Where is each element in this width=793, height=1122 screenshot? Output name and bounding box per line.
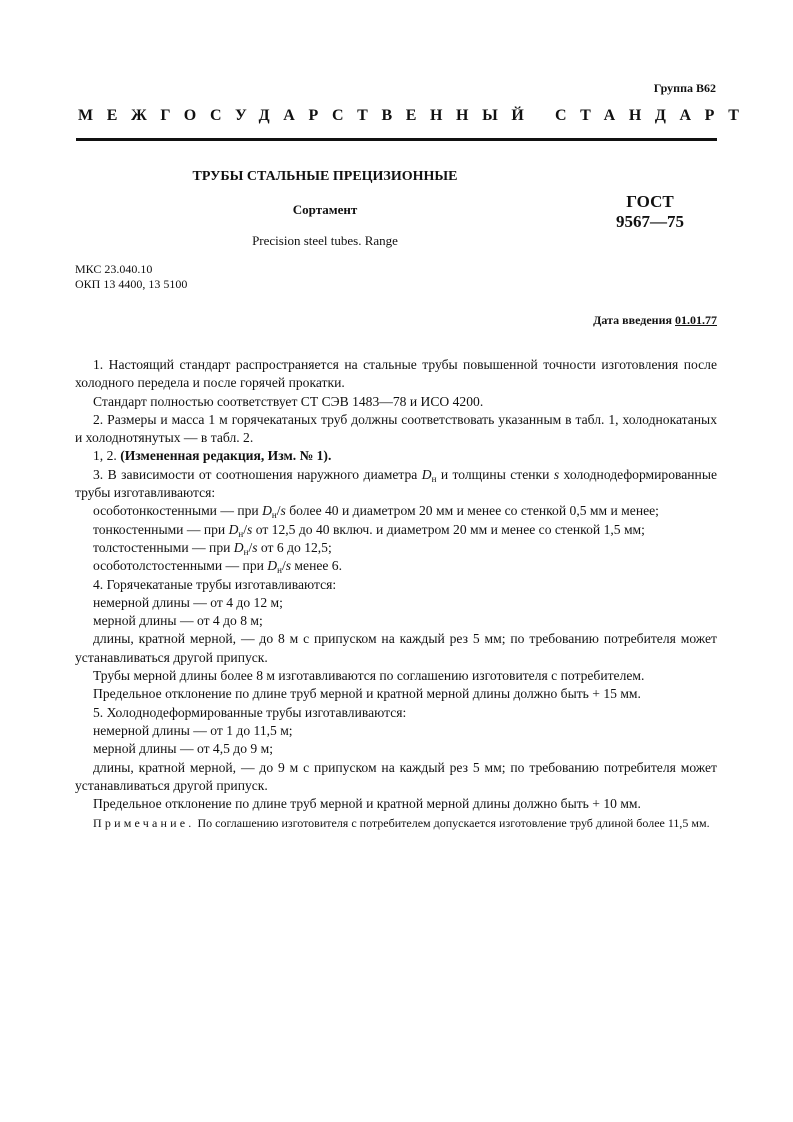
- p6-text-a: особотонкостенными — при: [93, 503, 263, 519]
- group-code: Группа В62: [653, 81, 716, 95]
- p7-text-a: тонкостенными — при: [93, 521, 229, 537]
- symbol-n: н: [271, 510, 277, 521]
- paragraph-10: 4. Горячекатаные трубы изготавливаются:: [93, 576, 337, 592]
- p8-text-a: толстостенными — при: [93, 539, 234, 555]
- p5-text-c: холоднодеформированные трубы изготавливаются:: [75, 466, 717, 501]
- symbol-d: D: [228, 521, 239, 537]
- paragraph-6: [75, 502, 717, 520]
- english-title: Precision steel tubes. Range: [252, 233, 398, 248]
- date-label: Дата введения: [593, 313, 672, 327]
- symbol-s: s: [252, 539, 258, 555]
- p9-text-a: особотолстостенными — при: [93, 558, 268, 574]
- gost-label: ГОСТ: [626, 192, 674, 211]
- note: [75, 815, 717, 832]
- paragraph-19: длины, кратной мерной, — до 9 м с припуском на каждый рез 5 мм; по требованию потребителя может устанавливаться другой припуск.: [75, 759, 717, 793]
- p8-text-b: от 6 до 12,5;: [257, 539, 332, 555]
- symbol-s: s: [285, 558, 292, 574]
- symbol-d: D: [421, 466, 432, 482]
- paragraph-11: немерной длины — от 4 до 12 м;: [93, 594, 283, 610]
- document-title: ТРУБЫ СТАЛЬНЫЕ ПРЕЦИЗИОННЫЕ: [192, 169, 458, 184]
- standard-banner: МЕЖГОСУДАРСТВЕННЫЙ СТАНДАРТ: [78, 107, 753, 124]
- paragraph-2: Стандарт полностью соответствует СТ СЭВ 1483—78 и ИСО 4200.: [93, 393, 484, 409]
- symbol-n: н: [243, 546, 249, 557]
- symbol-slash: /: [248, 539, 253, 555]
- symbol-n: н: [238, 528, 244, 539]
- paragraph-1: 1. Настоящий стандарт распространяется на стальные трубы повышенной точности изготовления после холодного передела и после горячей прокатки.: [75, 357, 717, 391]
- header-rule: [76, 138, 717, 141]
- amendment-prefix: 1, 2.: [93, 448, 121, 464]
- introduction-date: [593, 313, 717, 328]
- paragraph-3: 2. Размеры и масса 1 м горячекатаных труб должны соответствовать указанным в табл. 1, холоднокатаных и холоднотянутых — в табл. 2.: [75, 411, 717, 446]
- symbol-d: D: [267, 558, 278, 574]
- symbol-s: s: [247, 521, 253, 537]
- gost-number: 9567—75: [616, 212, 684, 231]
- okp-code: ОКП 13 4400, 13 5100: [75, 277, 188, 291]
- p5-text-b: и толщины стенки: [436, 466, 554, 482]
- paragraph-7: [75, 521, 717, 539]
- p7-text-b: от 12,5 до 40 включ. и диаметром 20 мм и менее со стенкой 1,5 мм;: [252, 521, 645, 537]
- mks-code: МКС 23.040.10: [75, 262, 153, 276]
- symbol-d: D: [262, 503, 272, 519]
- paragraph-20: Предельное отклонение по длине труб мерной и кратной мерной длины должно быть + 10 мм.: [93, 796, 641, 812]
- symbol-n: н: [431, 473, 437, 484]
- paragraph-15: Предельное отклонение по длине труб мерной и кратной мерной длины должно быть + 15 мм.: [93, 686, 641, 702]
- symbol-n: н: [277, 565, 282, 576]
- document-body: [75, 356, 717, 832]
- paragraph-5: [75, 466, 717, 503]
- note-text: По соглашению изготовителя с потребителем допускается изготовление труб длиной более 11,5 мм.: [194, 816, 710, 831]
- symbol-d: D: [233, 539, 244, 555]
- symbol-slash: /: [281, 558, 286, 574]
- document-subtitle: Сортамент: [292, 202, 358, 217]
- paragraph-17: немерной длины — от 1 до 11,5 м;: [93, 722, 293, 738]
- date-value: 01.01.77: [675, 313, 717, 327]
- paragraph-13: длины, кратной мерной, — до 8 м с припуском на каждый рез 5 мм; по требованию потребителя может устанавливаться другой припуск.: [75, 631, 717, 665]
- gost-designation: [600, 192, 700, 232]
- p9-text-b: менее 6.: [291, 558, 343, 574]
- symbol-s: s: [280, 503, 286, 519]
- paragraph-9: [75, 557, 717, 575]
- paragraph-14: Трубы мерной длины более 8 м изготавливаются по соглашению изготовителя с потребителем.: [93, 668, 645, 684]
- p5-text-a: 3. В зависимости от соотношения наружного диаметра: [93, 466, 422, 482]
- note-label: Примечание.: [93, 816, 195, 831]
- symbol-slash: /: [276, 503, 281, 519]
- p6-text-b: более 40 и диаметром 20 мм и менее со стенкой 0,5 мм и менее;: [285, 503, 659, 519]
- paragraph-amendment: [75, 447, 717, 465]
- classification-codes: [75, 262, 187, 292]
- symbol-slash: /: [243, 521, 248, 537]
- amendment-note: (Измененная редакция, Изм. № 1).: [120, 448, 332, 464]
- paragraph-12: мерной длины — от 4 до 8 м;: [93, 613, 263, 629]
- paragraph-18: мерной длины — от 4,5 до 9 м;: [93, 741, 273, 757]
- paragraph-16: 5. Холоднодеформированные трубы изготавливаются:: [93, 704, 407, 720]
- symbol-s: s: [553, 466, 560, 482]
- paragraph-8: [75, 539, 717, 557]
